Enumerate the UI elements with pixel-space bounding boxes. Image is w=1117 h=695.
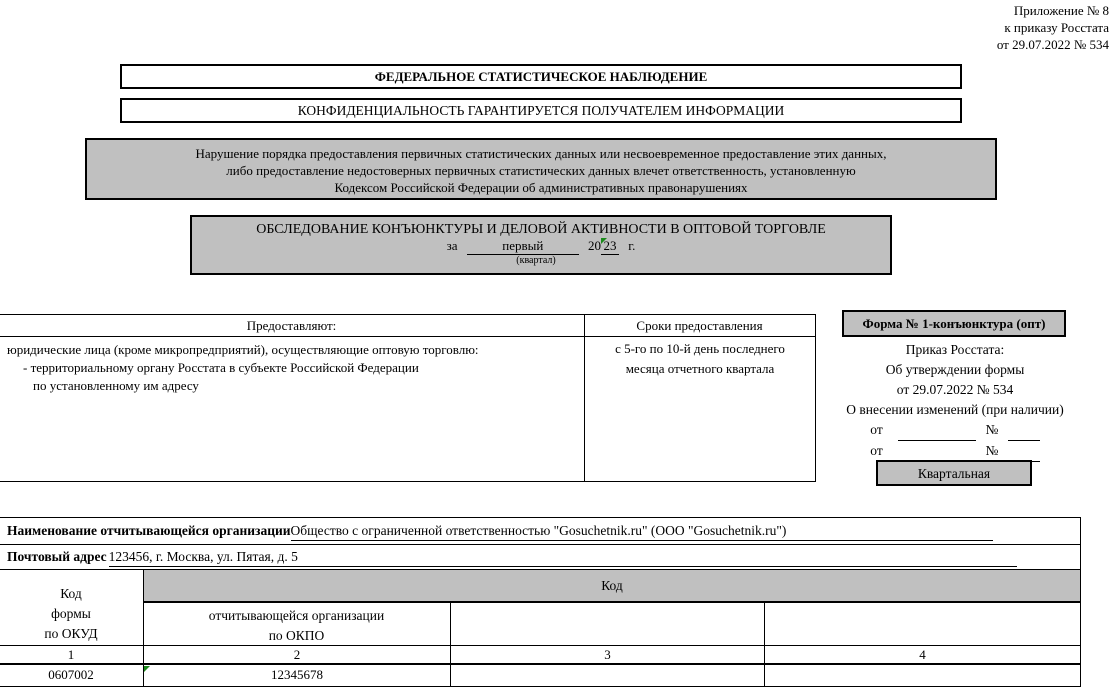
providers-line-3: по установленному им адресу — [33, 378, 199, 393]
address-label: Почтовый адрес — [7, 549, 107, 564]
providers-line-1: юридические лица (кроме микропредприятий), осуществляющие оптовую торговлю: — [7, 342, 479, 357]
row-divider — [0, 544, 1080, 545]
appendix-line-1: Приложение № 8 — [1013, 3, 1109, 18]
providers-header: Предоставляют: — [0, 315, 585, 337]
org-name-value: Общество с ограниченной ответственностью "Gosuchetnik.ru" (ООО "Gosuchetnik.ru") — [290, 523, 787, 538]
year-field[interactable] — [601, 238, 619, 255]
grid-line — [0, 663, 1080, 665]
amendment-row-2 — [832, 441, 1078, 462]
number-label: № — [985, 422, 999, 437]
column-number-1: 1 — [67, 647, 75, 662]
from-label: от — [870, 422, 883, 437]
order-line-2: Об утверждении формы — [885, 362, 1025, 377]
year-label: г. — [628, 238, 636, 253]
okpo-label-line-2: по ОКПО — [268, 628, 325, 643]
address-row — [7, 548, 1017, 567]
quarter-caption: (квартал) — [516, 255, 556, 266]
deadline-header: Сроки предоставления — [584, 315, 815, 337]
providers-table — [0, 314, 816, 482]
amendment-number-2[interactable] — [1008, 441, 1040, 462]
okpo-label-line-1: отчитывающейся организации — [208, 608, 385, 623]
order-line-3: от 29.07.2022 № 534 — [896, 382, 1014, 397]
address-value: 123456, г. Москва, ул. Пятая, д. 5 — [108, 549, 298, 564]
appendix-line-3: от 29.07.2022 № 534 — [996, 37, 1109, 52]
column-divider — [584, 336, 585, 481]
okud-label-line-3: по ОКУД — [44, 626, 98, 641]
quarter-field[interactable]: первый — [467, 238, 579, 255]
org-name-row — [7, 522, 993, 541]
year-prefix: 20 — [588, 238, 602, 253]
for-label: за — [446, 238, 458, 253]
org-name-field[interactable] — [291, 522, 993, 541]
okud-label — [0, 584, 143, 644]
grid-line — [0, 645, 1080, 646]
form-number: Форма № 1-конъюнктура (опт) — [842, 310, 1066, 337]
confidentiality-banner: КОНФИДЕНЦИАЛЬНОСТЬ ГАРАНТИРУЕТСЯ ПОЛУЧАТЕЛЕМ ИНФОРМАЦИИ — [120, 98, 962, 123]
from-label: от — [870, 443, 883, 458]
survey-period — [192, 238, 890, 255]
amendment-number-1[interactable] — [1008, 420, 1040, 441]
okud-label-line-2: формы — [51, 606, 91, 621]
order-block — [832, 340, 1078, 462]
okud-code-cell[interactable]: 0607002 — [48, 667, 94, 682]
liability-warning — [85, 138, 997, 200]
deadline-line-1: с 5-го по 10-й день последнего — [615, 341, 785, 356]
year-value: 23 — [603, 238, 617, 253]
periodicity-badge: Квартальная — [876, 460, 1032, 486]
org-name-label: Наименование отчитывающейся организации — [7, 523, 291, 538]
amendment-date-1[interactable] — [898, 420, 976, 441]
order-line-1: Приказ Росстата: — [905, 342, 1005, 357]
warning-line-3: Кодексом Российской Федерации об административных правонарушениях — [334, 180, 748, 195]
survey-title-box — [190, 215, 892, 275]
okpo-code-cell[interactable]: 12345678 — [271, 667, 323, 682]
providers-text — [7, 341, 479, 395]
code-header: Код — [143, 570, 1080, 603]
okpo-label — [144, 606, 449, 646]
organization-table — [0, 517, 1081, 687]
address-field[interactable] — [109, 548, 1017, 567]
column-number-4: 4 — [919, 647, 926, 662]
warning-line-1: Нарушение порядка предоставления первичных статистических данных или несвоевременное предоставление этих данных, — [195, 146, 887, 161]
number-label: № — [985, 443, 999, 458]
warning-line-2: либо предоставление недостоверных первичных статистических данных влечет ответственность, установленную — [226, 163, 856, 178]
survey-title: ОБСЛЕДОВАНИЕ КОНЪЮНКТУРЫ И ДЕЛОВОЙ АКТИВНОСТИ В ОПТОВОЙ ТОРГОВЛЕ — [256, 222, 826, 237]
providers-line-2: - территориальному органу Росстата в субъекте Российской Федерации — [23, 360, 419, 375]
column-number-3: 3 — [604, 647, 611, 662]
deadline-text — [589, 339, 811, 379]
federal-observation-title: ФЕДЕРАЛЬНОЕ СТАТИСТИЧЕСКОЕ НАБЛЮДЕНИЕ — [120, 64, 962, 89]
appendix-note — [997, 2, 1109, 53]
amendment-row-1 — [832, 420, 1078, 441]
order-line-4: О внесении изменений (при наличии) — [846, 402, 1064, 417]
column-number-2: 2 — [293, 647, 301, 662]
amendment-date-2[interactable] — [898, 441, 976, 462]
appendix-line-2: к приказу Росстата — [1004, 20, 1109, 35]
deadline-line-2: месяца отчетного квартала — [625, 361, 775, 376]
okud-label-line-1: Код — [60, 586, 82, 601]
cell-comment-marker — [601, 238, 607, 244]
